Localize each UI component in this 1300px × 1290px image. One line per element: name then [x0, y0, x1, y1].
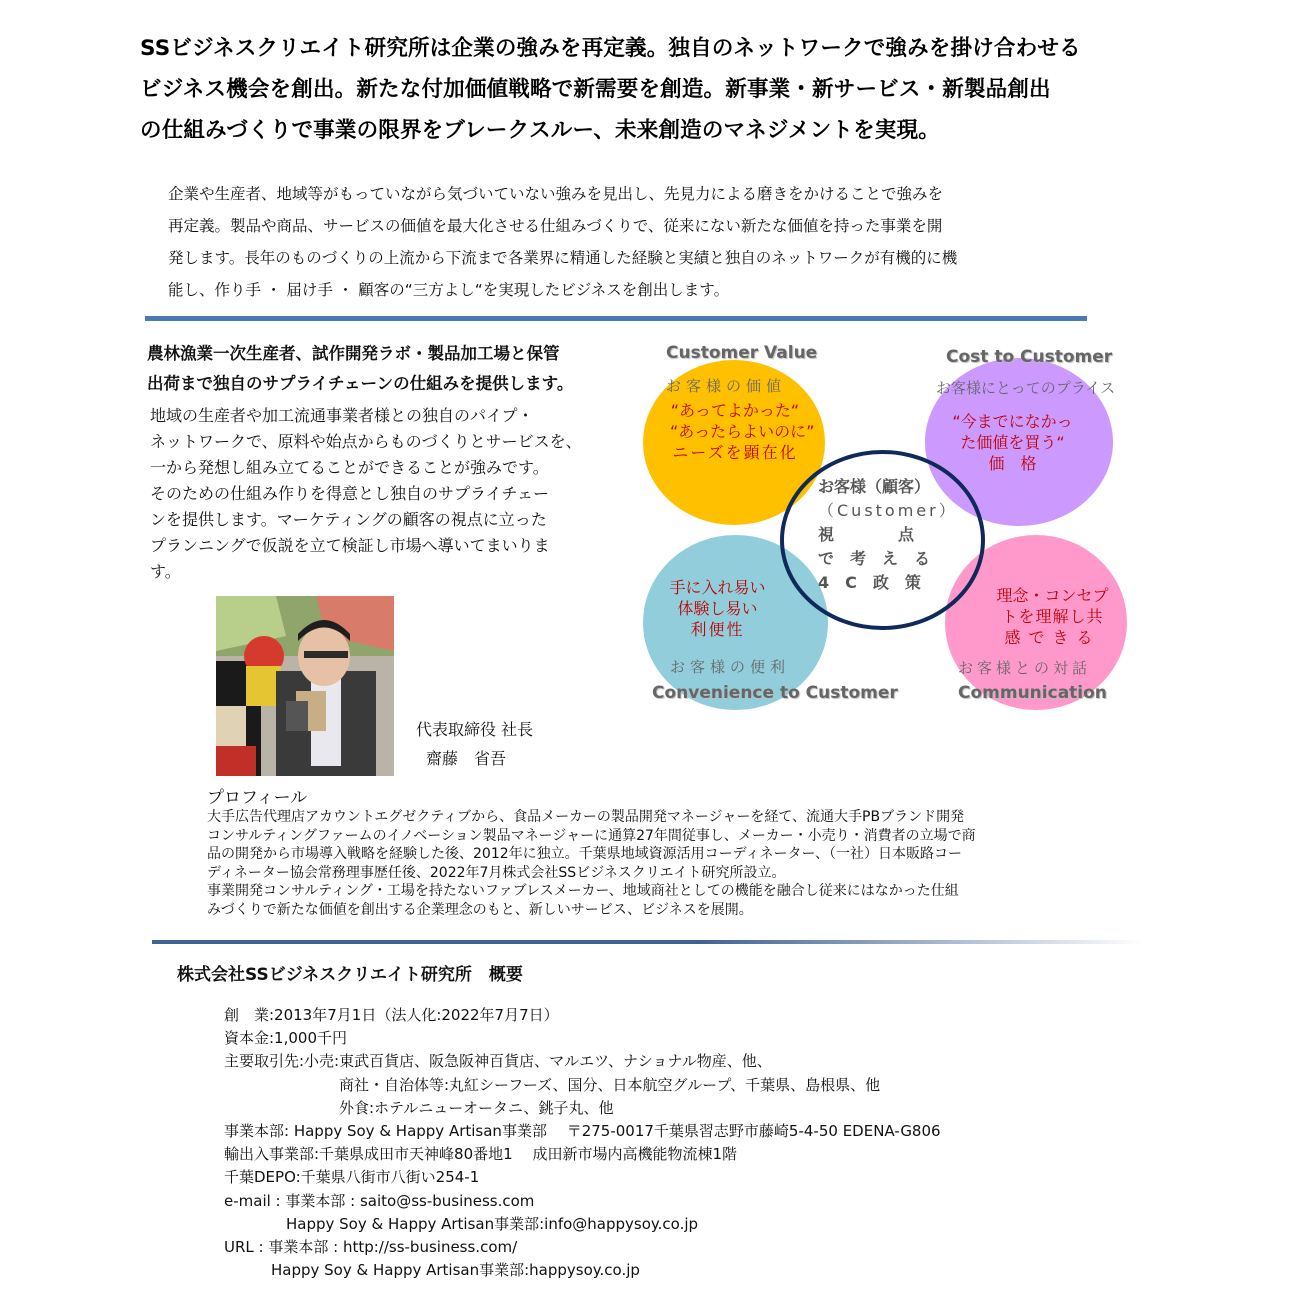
red-line: “あったらよいのに”	[670, 422, 815, 441]
convenience-lines	[660, 577, 775, 640]
partners-retail: 主要取引先:小売:東武百貨店、阪急阪神百貨店、マルエツ、ナショナル物産、他、	[224, 1052, 772, 1071]
body-line: プランニングで仮説を立て検証し市場へ導いてまいりま	[150, 536, 550, 555]
body-line: 地域の生産者や加工流通事業者様との独自のパイプ・	[150, 406, 534, 425]
chiba-depo: 千葉DEPO:千葉県八街市八街い254-1	[224, 1168, 480, 1187]
capital: 資本金:1,000千円	[224, 1029, 347, 1048]
profile-title: プロフィール	[207, 788, 308, 808]
red-line: 利便性	[690, 620, 745, 639]
url-happysoy[interactable]: Happy Soy & Happy Artisan事業部:happysoy.co.jp	[271, 1261, 640, 1280]
red-line: トを理解し共	[1001, 607, 1104, 626]
red-line: “今までになかっ	[952, 412, 1073, 431]
headline-line: ビジネス機会を創出。新たな付加価値戦略で新需要を創造。新事業・新サービス・新製品創出	[140, 77, 1051, 102]
four-c-diagram	[640, 335, 1140, 715]
red-line: 体験し易い	[677, 599, 758, 618]
import-export-dept: 輸出入事業部:千葉県成田市天神峰80番地1 成田新市場内高機能物流棟1階	[224, 1145, 737, 1164]
red-line: ニーズを顕在化	[672, 443, 798, 462]
body-line: す。	[150, 562, 181, 581]
profile-line: 品の開発から市場導入戦略を経験した後、2012年に独立。千葉県地域資源活用コーディネーター、（一社）日本販路コー	[207, 846, 962, 863]
center-line: （Customer）	[818, 501, 958, 520]
profile-line: 大手広告代理店アカウントエグゼクティブから、食品メーカーの製品開発マネージャーを経て、流通大手PBブランド開発	[207, 809, 965, 825]
center-text	[818, 475, 978, 595]
center-line: 視 点	[818, 525, 915, 544]
center-line: お客様（顧客）	[818, 477, 931, 496]
center-line: 4 C 政 策	[818, 573, 921, 592]
url-hq[interactable]: URL : 事業本部 : http://ss-business.com/	[224, 1238, 518, 1257]
cost-jp: お客様にとってのプライス	[936, 379, 1116, 397]
center-line: で 考 え る	[818, 549, 931, 568]
profile-line: みづくりで新たな価値を創出する企業理念のもと、新しいサービス、ビジネスを展開。	[207, 901, 753, 918]
cost-title: Cost to Customer	[946, 347, 1113, 367]
communication-title: Communication	[958, 683, 1107, 703]
red-line: 感できる	[1004, 628, 1101, 647]
intro-line: 能し、作り手 ・ 届け手 ・ 顧客の“三方よし“を実現したビジネスを創出します。	[168, 281, 730, 299]
body-line: ンを提供します。マーケティングの顧客の視点に立った	[150, 510, 547, 529]
body-line: ネットワークで、原料や始点からものづくりとサービスを、	[150, 432, 582, 451]
partners-dining: 外食:ホテルニューオータニ、銚子丸、他	[339, 1098, 614, 1117]
red-line: 価 格	[988, 454, 1037, 473]
profile-line: ディネーター協会常務理事歴任後、2022年7月株式会社SSビジネスクリエイト研究所設立。	[207, 864, 786, 881]
customer-value-title: Customer Value	[666, 343, 818, 363]
customer-value-lines	[670, 400, 815, 463]
supply-chain-body	[150, 403, 620, 585]
ceo-photo-image	[216, 596, 394, 776]
red-line: “あってよかった“	[670, 401, 800, 420]
body-line: そのための仕組み作りを得意とし独自のサプライチェー	[150, 484, 550, 503]
company-overview	[224, 1004, 941, 1282]
headquarters: 事業本部: Happy Soy & Happy Artisan事業部 〒275-0017千葉県習志野市藤崎5-4-50 EDENA-G806	[224, 1122, 941, 1141]
profile-body	[207, 808, 1127, 920]
intro-line: 再定義。製品や商品、サービスの価値を最大化させる仕組みづくりで、従来にない新たな価値を持った事業を開	[168, 217, 943, 235]
intro-paragraph	[168, 178, 1108, 306]
red-line: 理念・コンセプ	[996, 586, 1109, 605]
profile-line: コンサルティングファームのイノベーション製品マネージャーに通算27年間従事し、メーカー・小売り・消費者の立場で商	[207, 827, 976, 844]
email-happysoy[interactable]: Happy Soy & Happy Artisan事業部:info@happysoy.co.jp	[286, 1214, 699, 1233]
heading-line: 農林漁業一次生産者、試作開発ラボ・製品加工場と保管	[147, 344, 560, 363]
gradient-divider	[152, 940, 1144, 944]
partners-trading: 商社・自治体等:丸紅シーフーズ、国分、日本航空グループ、千葉県、島根県、他	[339, 1075, 881, 1094]
profile-line: 事業開発コンサルティング・工場を持たないファブレスメーカー、地域商社としての機能を融合し従来にはなかった仕組	[207, 883, 959, 900]
communication-lines	[985, 585, 1120, 648]
headline-line: SSビジネスクリエイト研究所は企業の強みを再定義。独自のネットワークで強みを掛け合わせる	[140, 36, 1081, 61]
email-hq[interactable]: e-mail : 事業本部 : saito@ss-business.com	[224, 1191, 535, 1210]
overview-title: 株式会社SSビジネスクリエイト研究所 概要	[177, 965, 523, 985]
ceo-name: 齋藤 省吾	[426, 749, 507, 768]
founded: 創 業:2013年7月1日（法人化:2022年7月7日）	[224, 1006, 559, 1024]
convenience-jp: お客様の便利	[670, 658, 791, 676]
ceo-photo	[216, 596, 394, 776]
headline	[140, 28, 1140, 151]
communication-jp: お客様との対話	[958, 659, 1092, 677]
intro-line: 発します。長年のものづくりの上流から下流まで各業界に精通した経験と実績と独自のネットワークが有機的に機	[168, 249, 958, 267]
cost-lines	[950, 411, 1075, 474]
intro-line: 企業や生産者、地域等がもっていながら気づいていない強みを見出し、先見力による磨きをかけることで強みを	[168, 185, 944, 203]
section-divider	[145, 316, 1087, 321]
body-line: 一から発想し組み立てることができることが強みです。	[150, 458, 549, 477]
heading-line: 出荷まで独自のサプライチェーンの仕組みを提供します。	[147, 374, 574, 393]
headline-line: の仕組みづくりで事業の限界をブレークスルー、未来創造のマネジメントを実現。	[140, 118, 940, 143]
supply-chain-heading	[147, 339, 627, 399]
red-line: 手に入れ易い	[669, 578, 766, 597]
ceo-role: 代表取締役 社長	[416, 720, 534, 739]
convenience-title: Convenience to Customer	[652, 683, 898, 703]
customer-value-jp: お客様の価値	[666, 377, 787, 395]
red-line: た価値を買う“	[960, 433, 1065, 452]
